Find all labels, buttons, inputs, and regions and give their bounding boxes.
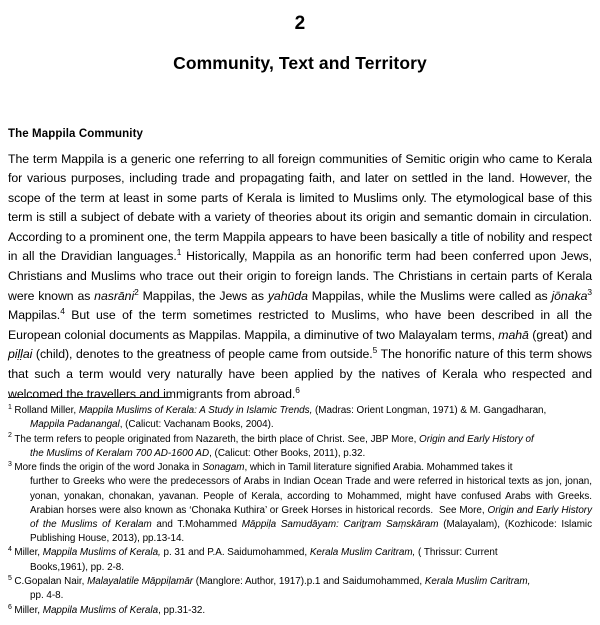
footnote-list xyxy=(8,404,592,618)
footnote-marker: 2 xyxy=(8,432,12,440)
footnote-item xyxy=(8,604,592,618)
footnote-text: C.Gopalan Nair, Malayalatile Māppiḷamār (Manglore: Author, 1917).p.1 and Saidumohammed, Kerala Muslim Caritram, pp. 4-8. xyxy=(14,576,531,602)
section-heading: The Mappila Community xyxy=(8,127,143,140)
footnote-item xyxy=(8,404,592,432)
chapter-title: Community, Text and Territory xyxy=(173,53,427,73)
footnote-item xyxy=(8,433,592,461)
footnote-item xyxy=(8,546,592,574)
footnote-text: Miller, Mappila Muslims of Kerala, p. 31 and P.A. Saidumohammed, Kerala Muslim Caritram, ( Thrissur: Current Books,1961), pp. 2-8. xyxy=(14,547,498,573)
footnote-marker: 1 xyxy=(8,403,12,411)
footnote-marker: 4 xyxy=(8,546,12,554)
footnote-marker: 6 xyxy=(8,603,12,611)
chapter-number: 2 xyxy=(294,13,306,34)
footnote-marker: 3 xyxy=(8,461,12,469)
footnote-text: The term refers to people originated from Nazareth, the birth place of Christ. See, JBP More, Origin and Early History of the Muslims of Keralam 700 AD-1600 AD, (Calicut: Other Books, 2011), p.32. xyxy=(14,433,534,459)
footnote-text: Miller, Mappila Muslims of Kerala, pp.31-32. xyxy=(14,604,206,616)
footnote-text: Rolland Miller, Mappila Muslims of Kerala: A Study in Islamic Trends, (Madras: Orient Longman, 1971) & M. Gangadharan, Mappila Padanangal, (Calicut: Vachanam Books, 2004). xyxy=(14,405,547,431)
body-paragraph: The term Mappila is a generic one referring to all foreign communities of Semitic origin who came to Kerala for various purposes, including trade and propagating faith, and later on settled in the land. However, the scope of the term at least in some parts of Kerala is limited to Muslims only. The etymological base of this term is still a subject of debate with a variety of theories about its origin and semantic domain in circulation. According to a prominent one, the term Mappila appears to have been basically a title of nobility and respect in all the Dravidian languages.$^1$ Historically, Mappila as an honorific term had been conferred upon Jews, Christians and Muslims who trace out their origin to foreign lands. The Christians in certain parts of Kerala were known as nasrāni$^2$ Mappilas, the Jews as yahūda Mappilas, while the Muslims were called as jōnaka$^3$ Mappilas.$^4$ But use of the term sometimes restricted to Muslims, who have been described in all the European colonial documents as Mappilas. Mappila, a diminutive of two Malayalam terms, mahā (great) and piḷḷai (child), denotes to the greatness of people came from outside.$^5$ The honorific nature of this term shows that such a term would very naturally have been applied by the natives of Kerala who respected and welcomed the travellers and immigrants from abroad.$^6$ xyxy=(8,151,593,401)
footnote-item xyxy=(8,461,592,546)
footnote-marker: 5 xyxy=(8,574,12,582)
footnote-separator-rule xyxy=(8,397,170,398)
footnote-item xyxy=(8,575,592,603)
footnotes-section xyxy=(8,404,592,618)
footnote-text: More finds the origin of the word Jonaka in Sonagam, which in Tamil literature signified Arabia. Mohammed takes it further to Greeks who were the predecessors of Arabs in Indian Ocean Trade and were referred in historical texts as jon, jonan, yonan, yonakan, chonakan, yavanan. People of Kerala, according to Mohammed, might have confused Arabs with Greeks. Arabian horses were also known as ‘Chonaka Kuthira’ or Greek Horses in historical records. See More, Origin and Early History of the Muslims of Keralam and T.Mohammed Māppiḷa Samudāyam: Cariṯram Saṃskāram (Malayalam), (Kozhicode: Islamic Publishing House, 2013), pp.13-14. xyxy=(14,462,592,544)
